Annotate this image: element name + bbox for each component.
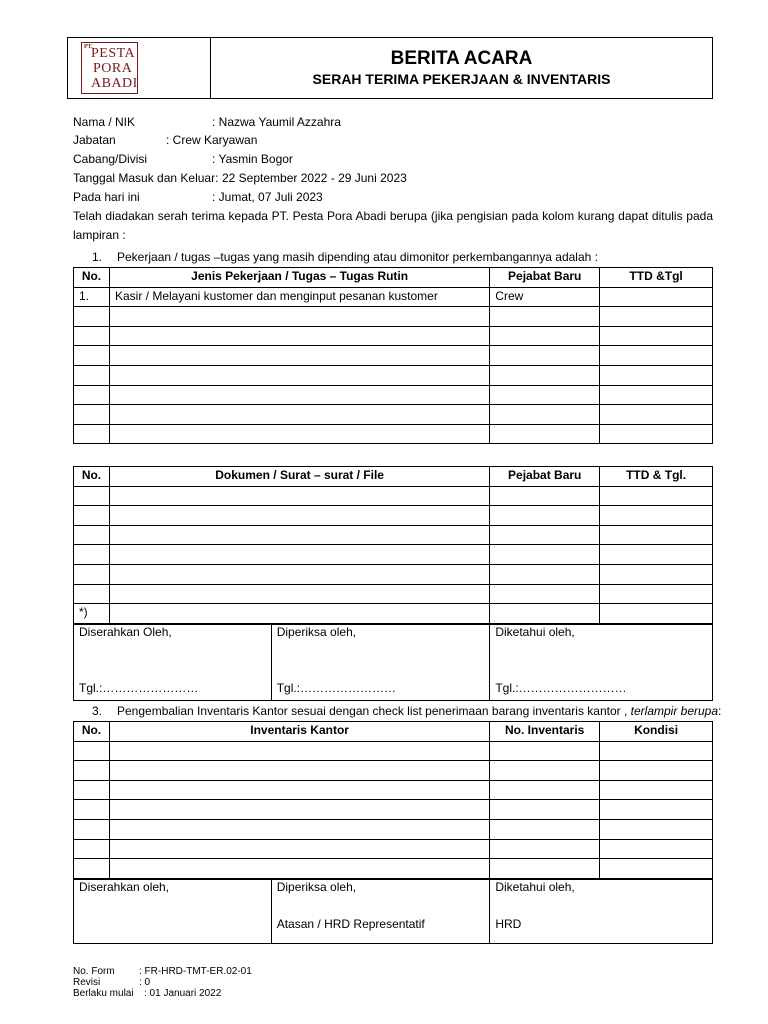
cell-no[interactable] [74,405,110,425]
header-dokumen: Dokumen / Surat – surat / File [109,467,489,487]
section3-italic: terlampir berupa [630,704,719,718]
hari-value: : Jumat, 07 Juli 2023 [212,190,323,204]
cell-pejabat[interactable] [490,584,600,604]
table-header-row [74,722,713,742]
table-row [74,405,713,425]
cell-marker: *) [74,604,110,624]
sign1-diketahui[interactable] [490,625,713,701]
sign1-diperiksa-label: Diperiksa oleh, [276,625,357,639]
table-row [74,486,713,506]
cell-no-inventaris[interactable] [490,819,600,839]
cell-ttd[interactable] [600,326,713,346]
cell-ttd[interactable] [600,506,713,526]
header-ttd: TTD &Tgl [600,268,713,288]
table-row [74,741,713,761]
logo-line2: PORA [93,61,133,76]
table-row [74,761,713,781]
cell-pejabat[interactable] [490,525,600,545]
table-header-row [74,268,713,288]
logo-pt: PT. [84,44,93,50]
cell-no[interactable] [74,525,110,545]
header-pejabat: Pejabat Baru [490,268,600,288]
table-row [74,545,713,565]
cell-no[interactable] [74,859,110,879]
table-header-row [74,467,713,487]
table-row [74,506,713,526]
cell-no[interactable] [74,506,110,526]
logo-cell [68,38,211,98]
cell-dokumen[interactable] [109,545,489,565]
section3-text: Pengembalian Inventaris Kantor sesuai dengan check list penerimaan barang inventaris kantor , [117,704,628,718]
signature-block-1 [73,624,713,701]
section3-end: : [718,704,722,718]
logo-line1: PESTA [91,46,136,61]
table-row [74,287,713,307]
sign2-diketahui-label: Diketahui oleh, [495,880,575,894]
cell-no[interactable] [74,385,110,405]
cell-no[interactable] [74,326,110,346]
section1-number: 1. [92,250,103,264]
cell-dokumen[interactable] [109,506,489,526]
table-row [74,564,713,584]
cell-no[interactable] [74,800,110,820]
cell-ttd[interactable] [600,584,713,604]
cell-inventaris[interactable] [109,761,489,781]
cell-kondisi[interactable] [600,800,713,820]
cell-kondisi[interactable] [600,741,713,761]
cell-ttd[interactable] [600,307,713,327]
cell-no-inventaris[interactable] [490,741,600,761]
cell-jenis[interactable] [109,326,489,346]
cell-no-inventaris[interactable] [490,859,600,879]
table-row [74,346,713,366]
header-jenis: Jenis Pekerjaan / Tugas – Tugas Rutin [109,268,489,288]
sign1-tgl-diperiksa: Tgl.:…………………… [276,681,397,695]
cell-no-inventaris[interactable] [490,800,600,820]
header-no: No. [74,722,110,742]
cell-pejabat[interactable] [490,346,600,366]
table-dokumen [73,466,713,624]
cell-jenis[interactable] [109,385,489,405]
cell-kondisi[interactable] [600,839,713,859]
cell-kondisi[interactable] [600,859,713,879]
section3-heading [92,703,721,719]
intro-paragraph: Telah diadakan serah terima kepada PT. Pesta Pora Abadi berupa (jika pengisian pada kolom kurang dapat ditulis pada lampiran : [73,209,713,242]
section3-number: 3. [92,704,103,718]
table-row [74,525,713,545]
sign1-diperiksa[interactable] [271,625,490,701]
cell-no[interactable] [74,761,110,781]
cell-no[interactable] [74,819,110,839]
sign1-diserahkan-label: Diserahkan Oleh, [79,625,172,639]
jabatan-label: Jabatan [73,133,116,147]
sign2-diserahkan-label: Diserahkan oleh, [79,880,170,894]
cell-no-inventaris[interactable] [490,839,600,859]
cell-dokumen[interactable] [109,584,489,604]
cell-dokumen[interactable] [109,525,489,545]
cell-pejabat[interactable] [490,385,600,405]
document-subtitle: SERAH TERIMA PEKERJAAN & INVENTARIS [312,71,611,87]
cell-jenis[interactable] [109,346,489,366]
sign2-diserahkan[interactable] [74,880,272,944]
cell-pejabat[interactable] [490,604,600,624]
table-row [74,584,713,604]
header-no: No. [74,268,110,288]
cell-no[interactable] [74,545,110,565]
cell-dokumen[interactable] [109,564,489,584]
cell-no[interactable] [74,486,110,506]
cell-no[interactable] [74,346,110,366]
table-pekerjaan [73,267,713,444]
cell-pejabat[interactable] [490,307,600,327]
cell-no[interactable] [74,741,110,761]
sign2-role-hrd: HRD [495,917,522,931]
footer-berlaku-label: Berlaku mulai [73,988,134,999]
table-row [74,604,713,624]
cell-inventaris[interactable] [109,800,489,820]
table-row [74,839,713,859]
signature-block-2 [73,879,713,944]
table-row [74,819,713,839]
cell-no[interactable]: 1. [74,287,110,307]
header-ttd: TTD & Tgl. [600,467,713,487]
document-header [67,37,713,99]
cell-dokumen[interactable] [109,486,489,506]
header-kondisi: Kondisi [600,722,713,742]
sign2-diketahui[interactable] [490,880,713,944]
cell-inventaris[interactable] [109,859,489,879]
cell-no-inventaris[interactable] [490,761,600,781]
header-no: No. [74,467,110,487]
cell-no-inventaris[interactable] [490,780,600,800]
cell-inventaris[interactable] [109,839,489,859]
cell-ttd[interactable] [600,424,713,444]
cell-pejabat[interactable] [490,405,600,425]
cell-jenis[interactable] [109,405,489,425]
cell-pejabat[interactable] [490,506,600,526]
nama-value: : Nazwa Yaumil Azzahra [212,115,341,129]
cabang-label: Cabang/Divisi [73,152,148,166]
section1-heading [92,249,598,265]
cell-dokumen[interactable] [109,604,489,624]
cell-ttd[interactable] [600,545,713,565]
cell-no[interactable] [74,365,110,385]
header-inventaris: Inventaris Kantor [109,722,489,742]
cell-inventaris[interactable] [109,741,489,761]
jabatan-value: : Crew Karyawan [166,133,258,147]
cell-ttd[interactable] [600,486,713,506]
cell-jenis[interactable]: Kasir / Melayani kustomer dan menginput pesanan kustomer [109,287,489,307]
cell-jenis[interactable] [109,424,489,444]
cell-no[interactable] [74,839,110,859]
header-no-inventaris: No. Inventaris [490,722,600,742]
cell-pejabat[interactable] [490,564,600,584]
cell-no[interactable] [74,584,110,604]
cell-ttd[interactable] [600,365,713,385]
cell-ttd[interactable] [600,287,713,307]
header-pejabat: Pejabat Baru [490,467,600,487]
sign1-tgl-diketahui: Tgl.:……………………… [495,681,627,695]
cell-pejabat[interactable] [490,365,600,385]
cell-ttd[interactable] [600,346,713,366]
cell-no[interactable] [74,307,110,327]
company-logo [81,42,138,94]
cell-pejabat[interactable] [490,424,600,444]
table-row [74,424,713,444]
footer-revisi-label: Revisi [73,977,101,988]
cell-kondisi[interactable] [600,761,713,781]
hari-label: Pada hari ini [73,190,140,204]
cell-kondisi[interactable] [600,780,713,800]
footer-form-label: No. Form [73,966,115,977]
cell-inventaris[interactable] [109,780,489,800]
cell-jenis[interactable] [109,365,489,385]
cell-no[interactable] [74,780,110,800]
table-row [74,365,713,385]
cell-ttd[interactable] [600,604,713,624]
sign2-diperiksa-label: Diperiksa oleh, [276,880,357,894]
table-inventaris [73,721,713,879]
sign2-role-atasan: Atasan / HRD Representatif [276,917,425,931]
cell-ttd[interactable] [600,405,713,425]
cell-jenis[interactable] [109,307,489,327]
logo-line3: ABADI [91,76,138,91]
table-row [74,780,713,800]
cell-ttd[interactable] [600,525,713,545]
cell-ttd[interactable] [600,385,713,405]
cell-pejabat[interactable] [490,486,600,506]
cell-ttd[interactable] [600,564,713,584]
sign1-diketahui-label: Diketahui oleh, [495,625,575,639]
table-row [74,859,713,879]
document-title: BERITA ACARA [390,48,533,69]
nama-label: Nama / NIK [73,115,136,129]
cell-pejabat[interactable] [490,326,600,346]
title-cell [211,38,712,98]
sign2-diperiksa[interactable] [271,880,490,944]
table-row [74,326,713,346]
table-row [74,800,713,820]
sign1-diserahkan[interactable] [74,625,272,701]
cell-no[interactable] [74,424,110,444]
tanggal-label: Tanggal Masuk dan Keluar: [73,171,219,185]
cabang-value: : Yasmin Bogor [212,152,293,166]
footer-berlaku-value: : 01 Januari 2022 [144,988,222,999]
sign1-tgl-diserahkan: Tgl.:…………………… [79,681,199,695]
footer-form-value: : FR-HRD-TMT-ER.02-01 [139,966,252,977]
table-row [74,307,713,327]
tanggal-value: 22 September 2022 - 29 Juni 2023 [222,171,407,185]
cell-kondisi[interactable] [600,819,713,839]
cell-pejabat[interactable] [490,545,600,565]
footer-revisi-value: : 0 [139,977,151,988]
cell-inventaris[interactable] [109,819,489,839]
table-row [74,385,713,405]
section1-text: Pekerjaan / tugas –tugas yang masih dipending atau dimonitor perkembangannya adalah : [117,250,598,264]
cell-no[interactable] [74,564,110,584]
cell-pejabat[interactable]: Crew [490,287,600,307]
